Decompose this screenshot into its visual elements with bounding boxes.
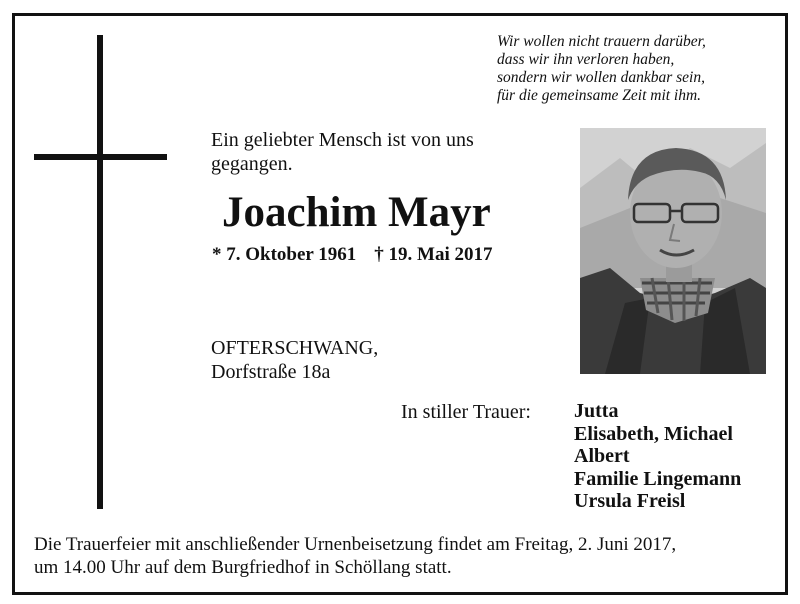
motto-line: Wir wollen nicht trauern darüber, (497, 33, 706, 50)
mourner-name: Jutta (574, 400, 619, 422)
cross-icon-vertical-beam (97, 35, 103, 509)
death-date: † 19. Mai 2017 (374, 244, 493, 265)
birth-date: * 7. Oktober 1961 (212, 244, 357, 265)
funeral-notice (34, 533, 774, 579)
funeral-line: um 14.00 Uhr auf dem Burgfriedhof in Schöllang statt. (34, 557, 452, 578)
mourner-name: Ursula Freisl (574, 490, 686, 512)
address-street: Dorfstraße 18a (211, 361, 331, 383)
address-block (211, 336, 378, 384)
life-dates (212, 243, 492, 267)
mourning-label: In stiller Trauer: (401, 401, 531, 423)
deceased-name: Joachim Mayr (222, 189, 491, 236)
funeral-line: Die Trauerfeier mit anschließender Urnenbeisetzung findet am Freitag, 2. Juni 2017, (34, 534, 677, 555)
cross-icon-horizontal-beam (34, 154, 167, 160)
motto-line: dass wir ihn verloren haben, (497, 51, 675, 68)
intro-text (211, 128, 551, 176)
portrait-illustration (580, 128, 766, 374)
portrait-photo (580, 128, 766, 374)
motto-line: für die gemeinsame Zeit mit ihm. (497, 87, 702, 104)
mourner-name: Elisabeth, Michael (574, 422, 733, 445)
motto-quote (497, 33, 777, 105)
intro-line: gegangen. (211, 153, 293, 175)
address-town: OFTERSCHWANG, (211, 337, 379, 359)
mourner-name: Albert (574, 445, 630, 467)
intro-line: Ein geliebter Mensch ist von uns (211, 129, 474, 151)
mourners-list (574, 400, 741, 513)
mourner-name: Familie Lingemann (574, 467, 742, 490)
motto-line: sondern wir wollen dankbar sein, (497, 69, 705, 86)
